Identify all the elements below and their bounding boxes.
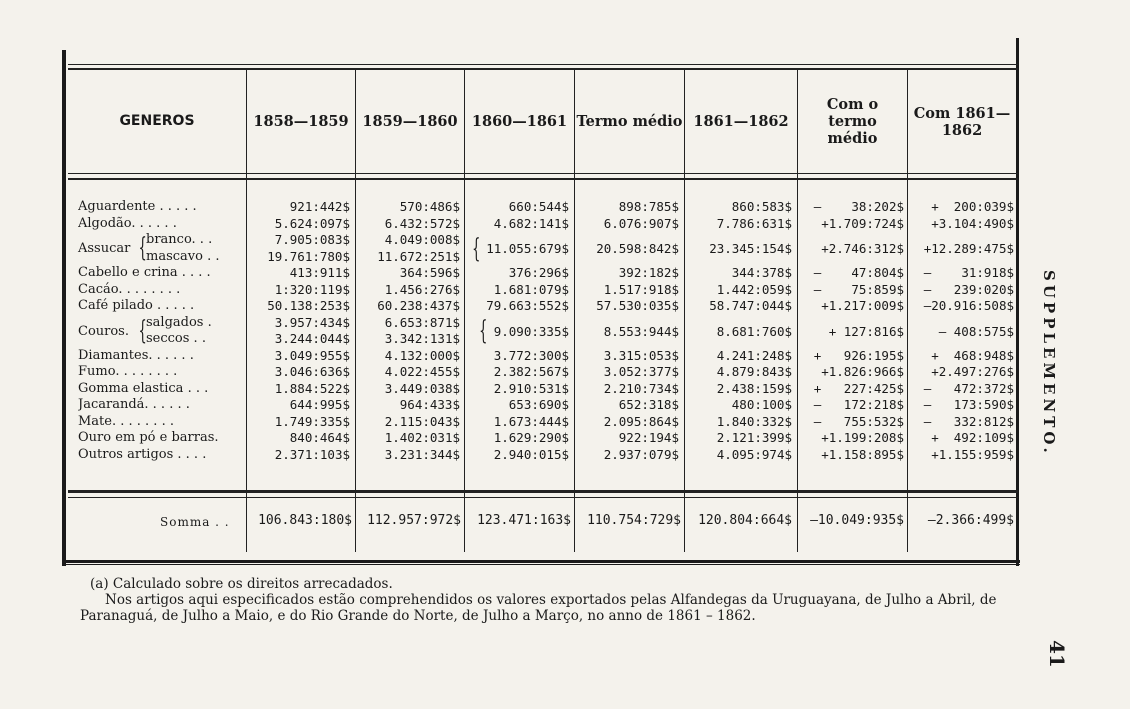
cell: 58.747:044$	[709, 298, 792, 313]
cell: 1.749:335$	[274, 413, 350, 429]
cell: 898:785$	[618, 199, 679, 214]
cell: 652:318$	[618, 397, 679, 412]
header-bottom-rule-double	[68, 178, 1018, 180]
cell: 1.629:290$	[493, 430, 569, 445]
cell: +1.709:724$	[821, 215, 904, 231]
cell: — 172:218$	[813, 397, 904, 412]
merged-cell	[688, 232, 792, 265]
cell: 2.095:864$	[603, 413, 679, 429]
cell: 4.022:455$	[384, 364, 460, 379]
merged-cell	[800, 232, 904, 265]
cell: 9.090:335$	[493, 323, 569, 339]
cell: +1.155:959$	[931, 446, 1014, 462]
cell: 4.879:843$	[716, 364, 792, 379]
generos-column	[78, 199, 248, 463]
cell: 344:378$	[731, 265, 792, 280]
cell: 8.681:760$	[716, 323, 792, 339]
column-com-1861-1862	[909, 199, 1014, 463]
cell: +1.217:009$	[821, 298, 904, 313]
column-1861-1862	[688, 199, 792, 463]
somma-cell: 112.957:972$	[367, 513, 461, 528]
cell: 4.682:141$	[493, 215, 569, 231]
cell: 3.049:955$	[274, 347, 350, 363]
somma-cell: —2.366:499$	[927, 513, 1014, 528]
row-label: Café pilado . . . . .	[78, 298, 195, 313]
cell: 2.438:159$	[716, 380, 792, 396]
footnote-block	[80, 576, 1030, 624]
somma-cell: —10.049:935$	[810, 513, 904, 528]
cell: + 926:195$	[813, 347, 904, 363]
total-top-rule	[68, 490, 1018, 493]
cell: 2.382:567$	[493, 364, 569, 379]
cell: 7.786:631$	[716, 215, 792, 231]
cell: 11.672:251$	[377, 248, 460, 264]
cell: +1.158:895$	[821, 446, 904, 462]
cell: —20.916:508$	[923, 298, 1014, 313]
somma-cell: 106.843:180$	[258, 513, 352, 528]
row-label: Outros artigos . . . .	[78, 446, 207, 462]
header-termo-medio: Termo médio	[576, 113, 683, 130]
cell: 1.456:276$	[384, 281, 460, 297]
cell: 4.241:248$	[716, 347, 792, 363]
cell: 921:442$	[289, 199, 350, 214]
cell: 922:194$	[618, 430, 679, 445]
cell: + 468:948$	[931, 347, 1014, 363]
cell: 964:433$	[399, 397, 460, 412]
somma-label: Somma . .	[160, 515, 230, 529]
cell: 3.957:434$	[274, 314, 350, 330]
cell: 660:544$	[508, 199, 569, 214]
header-1861-1862: 1861—1862	[693, 113, 789, 130]
cell: 3.231:344$	[384, 446, 460, 462]
frame-left-rule	[62, 50, 66, 566]
merged-cell	[578, 232, 679, 265]
merged-cell	[800, 315, 904, 348]
header-1860-1861: 1860—1861	[471, 113, 568, 130]
cell: — 408:575$	[938, 323, 1014, 339]
cell: 79.663:552$	[486, 298, 569, 313]
cell: + 200:039$	[931, 199, 1014, 214]
cell: 7.905:083$	[274, 232, 350, 247]
column-1858-1859	[250, 199, 350, 463]
cell: 2.910:531$	[493, 380, 569, 396]
cell: 644:995$	[289, 397, 350, 412]
cell: — 755:532$	[813, 413, 904, 429]
cell: 413:911$	[289, 265, 350, 280]
somma-cell: 110.754:729$	[587, 513, 681, 528]
cell: + 227:425$	[813, 380, 904, 396]
cell: 2.210:734$	[603, 380, 679, 396]
column-termo-medio	[578, 199, 679, 463]
row-label: Assucar	[78, 241, 131, 256]
cell: 1.442:059$	[716, 281, 792, 297]
header-1858-1859: 1858—1859	[253, 113, 349, 130]
cell: 2.940:015$	[493, 446, 569, 462]
merged-cell	[578, 315, 679, 348]
cell: 570:486$	[399, 199, 460, 214]
cell: — 31:918$	[923, 265, 1014, 280]
cell: 2.121:399$	[716, 430, 792, 445]
cell: +2.746:312$	[821, 241, 904, 256]
sub-row-label: seccos . .	[146, 331, 206, 346]
table-top-rule	[68, 64, 1018, 65]
merged-cell	[688, 315, 792, 348]
row-label: Ouro em pó e barras.	[78, 430, 219, 445]
couros-group	[78, 315, 248, 348]
header-com-termo-medio: Com o termo médio	[826, 96, 879, 147]
brace-glyph: {	[138, 233, 147, 263]
total-top-rule-thin	[68, 497, 1018, 498]
cell: 364:596$	[399, 265, 460, 280]
sub-row-label: branco. . .	[146, 232, 213, 247]
footnote-text: Nos artigos aqui especificados estão comprehendidos os valores exportados pelas Alfandegas da Uruguayana, de Julho a Abril, de Paranaguá, de Julho a Maio, e do Rio Grande do Norte, de Julho a Março, no anno de 1861 – 1862.	[80, 592, 997, 624]
cell: 5.624:097$	[274, 215, 350, 231]
cell: — 173:590$	[923, 397, 1014, 412]
cell: + 127:816$	[828, 323, 904, 339]
cell: — 472:372$	[923, 380, 1014, 396]
row-label: Algodão. . . . . .	[78, 215, 177, 231]
cell: 3.449:038$	[384, 380, 460, 396]
merged-cell	[468, 315, 569, 348]
cell: — 332:812$	[923, 413, 1014, 429]
cell: 6.076:907$	[603, 215, 679, 231]
header-1859-1860: 1859—1860	[362, 113, 458, 130]
cell: 480:100$	[731, 397, 792, 412]
cell: +2.497:276$	[931, 364, 1014, 379]
cell: + 492:109$	[931, 430, 1014, 445]
cell: 60.238:437$	[377, 298, 460, 313]
row-label: Mate. . . . . . . .	[78, 413, 174, 429]
cell: 6.432:572$	[384, 215, 460, 231]
cell: 1.673:444$	[493, 413, 569, 429]
header-generos: GENEROS	[119, 113, 195, 129]
cell: 840:464$	[289, 430, 350, 445]
merged-cell	[909, 232, 1014, 265]
cell: 19.761:780$	[267, 248, 350, 264]
row-label: Gomma elastica . . .	[78, 380, 209, 396]
cell: 1.840:332$	[716, 413, 792, 429]
row-label: Fumo. . . . . . . .	[78, 364, 178, 379]
sub-row-label: salgados .	[146, 314, 212, 330]
cell: 3.244:044$	[274, 331, 350, 346]
cell: +3.104:490$	[931, 215, 1014, 231]
cell: 1.884:522$	[274, 380, 350, 396]
side-title: SUPPLEMENTO.	[1040, 270, 1058, 457]
merged-cell	[468, 232, 569, 265]
cell: +1.199:208$	[821, 430, 904, 445]
page-number: 41	[1045, 640, 1069, 668]
cell: 3.052:377$	[603, 364, 679, 379]
cell: +1.826:966$	[821, 364, 904, 379]
cell: 1.517:918$	[603, 281, 679, 297]
cell: 1:320:119$	[274, 281, 350, 297]
cell: 2.937:079$	[603, 446, 679, 462]
cell: 1.681:079$	[493, 281, 569, 297]
cell: 1.402:031$	[384, 430, 460, 445]
column-1859-1860	[359, 199, 460, 463]
cell: 2.371:103$	[274, 446, 350, 462]
cell: 2.115:043$	[384, 413, 460, 429]
cell: — 239:020$	[923, 281, 1014, 297]
row-label: Aguardente . . . . .	[78, 199, 197, 214]
cell: +12.289:475$	[923, 241, 1014, 256]
cell: 23.345:154$	[709, 241, 792, 256]
row-label: Diamantes. . . . . .	[78, 347, 194, 363]
cell: 392:182$	[618, 265, 679, 280]
header-bottom-rule	[68, 173, 1018, 174]
row-label: Cacáo. . . . . . . .	[78, 281, 181, 297]
sub-row-label: mascavo . .	[146, 248, 220, 264]
merged-cell	[909, 315, 1014, 348]
assucar-group	[78, 232, 248, 265]
frame-right-rule	[1016, 38, 1019, 566]
frame-bottom-rule	[62, 560, 1020, 565]
cell: 4.132:000$	[384, 347, 460, 363]
cell: 4.095:974$	[716, 446, 792, 462]
cell: 3.315:053$	[603, 347, 679, 363]
row-label: Cabello e crina . . . .	[78, 265, 211, 280]
brace-glyph: {	[479, 316, 488, 346]
cell: 6.653:871$	[384, 314, 460, 330]
cell: 11.055:679$	[486, 241, 569, 256]
cell: 3.342:131$	[384, 331, 460, 346]
cell: — 38:202$	[813, 199, 904, 214]
somma-cell: 120.804:664$	[698, 513, 792, 528]
cell: 3.772:300$	[493, 347, 569, 363]
somma-cell: 123.471:163$	[477, 513, 571, 528]
cell: 860:583$	[731, 199, 792, 214]
row-label: Couros.	[78, 323, 129, 339]
cell: — 75:859$	[813, 281, 904, 297]
column-com-termo-medio	[800, 199, 904, 463]
column-1860-1861	[468, 199, 569, 463]
cell: 653:690$	[508, 397, 569, 412]
cell: 57.530:035$	[596, 298, 679, 313]
brace-glyph: {	[471, 233, 481, 264]
row-label: Jacarandá. . . . . .	[78, 397, 190, 412]
cell: 50.138:253$	[267, 298, 350, 313]
brace-glyph: {	[138, 315, 147, 346]
cell: 3.046:636$	[274, 364, 350, 379]
footnote-a: (a) Calculado sobre os direitos arrecadados.	[90, 576, 393, 592]
cell: — 47:804$	[813, 265, 904, 280]
cell: 20.598:842$	[596, 241, 679, 256]
cell: 4.049:008$	[384, 232, 460, 247]
header-com-1861-1862: Com 1861—1862	[913, 104, 1011, 139]
cell: 376:296$	[508, 265, 569, 280]
cell: 8.553:944$	[603, 323, 679, 339]
